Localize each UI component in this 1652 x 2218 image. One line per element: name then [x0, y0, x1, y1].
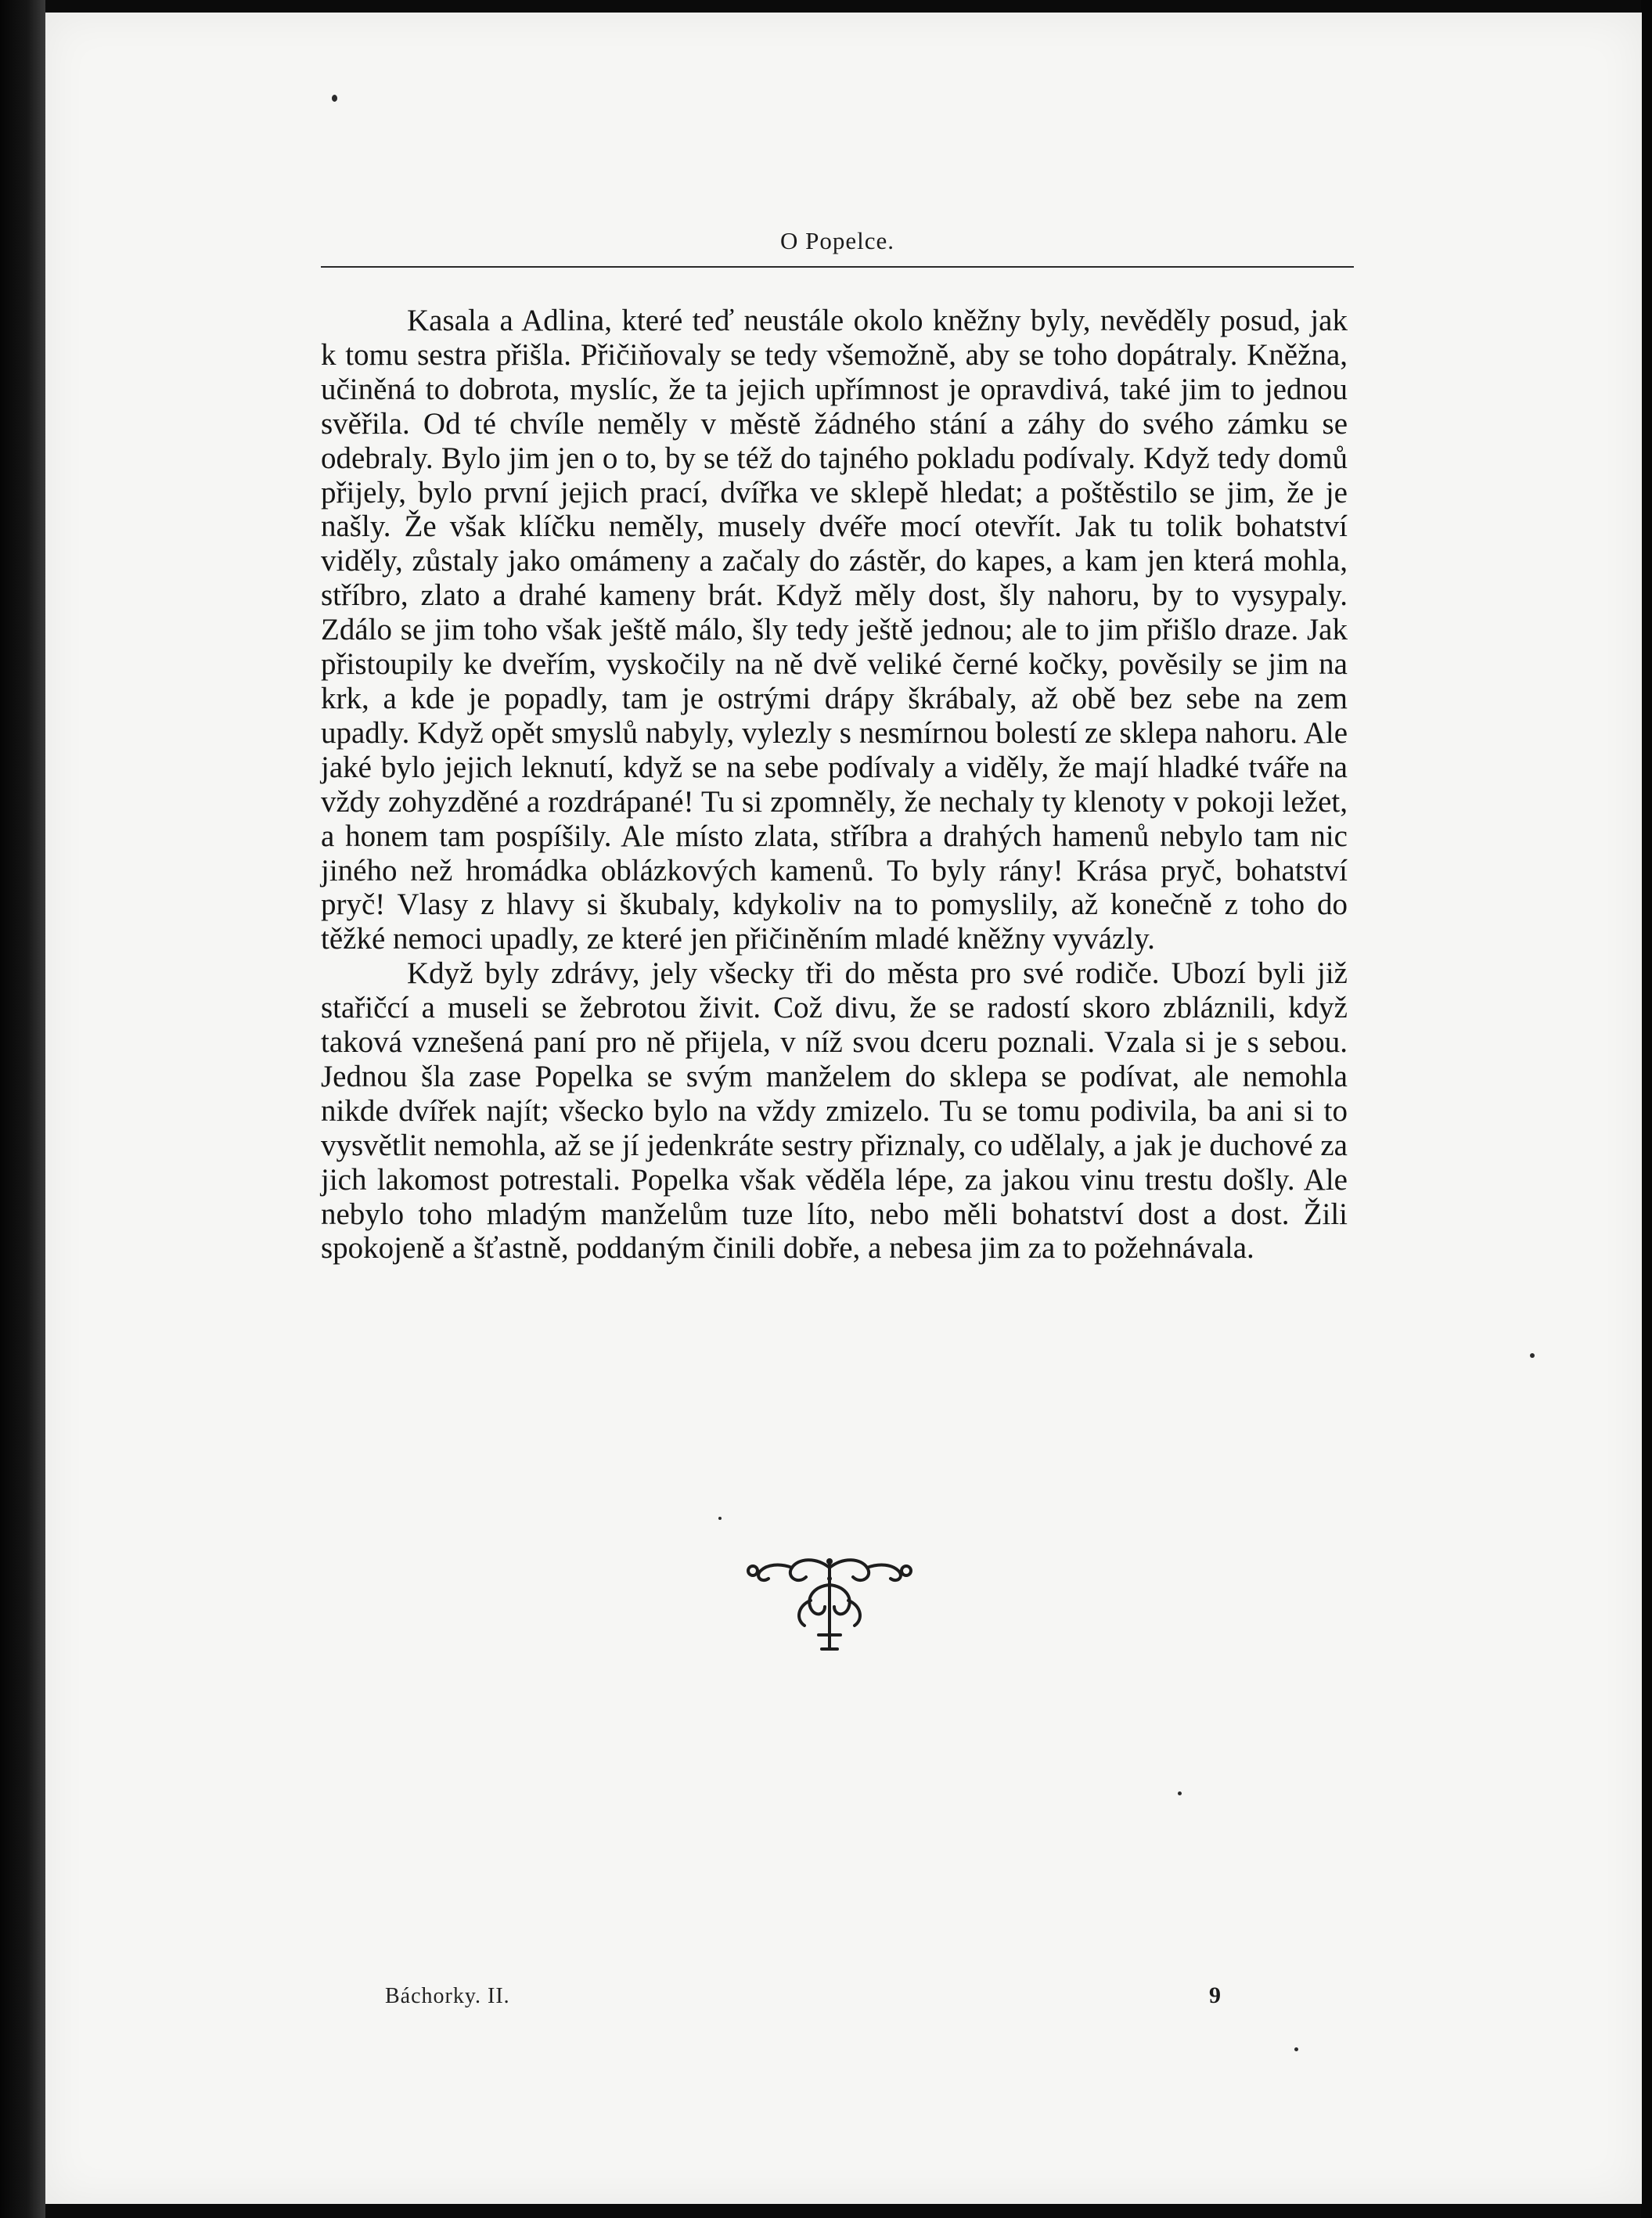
running-head: O Popelce. — [779, 227, 895, 254]
book-spine-shadow — [0, 0, 45, 2218]
page-number: 9 — [1209, 1982, 1221, 2008]
fleuron-ornament-icon — [743, 1554, 916, 1655]
paragraph: Kasala a Adlina, které teď neustále okolo kněžny byly, nevěděly posud, jak k tomu sestra přišla. Přičiňovaly se tedy všemožně, aby se toho dopátraly. Kněžna, učiněná to dobrota, myslíc, že ta jejich upřímnost je opravdivá, také jim to jednou svěřila. Od té chvíle neměly v městě žádného stání a záhy do svého zámku se odebraly. Bylo jim jen o to, by se též do tajného pokladu podívaly. Když tedy domů přijely, bylo první jejich prací, dvířka ve sklepě hledat; a poštěstilo se jim, že je našly. Že však klíčku neměly, musely dvéře mocí otevřít. Jak tu tolik bohatství viděly, zůstaly jako omámeny a začaly do zástěr, do kapes, a kam jen která mohla, stříbro, zlato a drahé kameny brát. Když měly dost, šly nahoru, by to vysypaly. Zdálo se jim toho však ještě málo, šly tedy ještě jednou; ale to jim přišlo draze. Jak přistoupily ke dveřím, vyskočily na ně dvě veliké černé kočky, pověsily se jim na krk, a kde je popadly, tam je ostrými drápy škrábaly, až obě bez sebe na zem upadly. Když opět smyslů nabyly, vylezly s nesmírnou bolestí ze sklepa nahoru. Ale jaké bylo jejich leknutí, když se na sebe podívaly a viděly, že mají hladké tváře na vždy zohyzděné a rozdrápané! Tu si zpomněly, že nechaly ty klenoty v pokoji ležet, a honem tam pospíšily. Ale místo zlata, stříbra a drahých hamenů nebylo tam nic jiného než hromádka oblázkových kamenů. To byly rány! Krása pryč, bohatství pryč! Vlasy z hlavy si škubaly, kdykoliv na to pomyslily, až konečně z toho do těžké nemoci upadly, ze které jen přičiněním mladé kněžny vyvázly. — [321, 304, 1348, 956]
header-rule — [321, 266, 1354, 268]
scan-border — [1641, 0, 1652, 2218]
ink-speck — [718, 1517, 722, 1520]
ink-speck — [332, 95, 337, 102]
printer-signature: Báchorky. II. — [385, 1984, 510, 2008]
body-text — [321, 304, 1348, 1266]
paragraph: Když byly zdrávy, jely všecky tři do města pro své rodiče. Ubozí byli již stařičcí a museli se žebrotou živit. Což divu, že se radostí skoro zbláznili, když taková vznešená paní pro ně přijela, v níž svou dceru poznali. Vzala si je s sebou. Jednou šla zase Popelka se svým manželem do sklepa se podívat, ale nemohla nikde dvířek najít; všecko bylo na vždy zmizelo. Tu se tomu podivila, ba ani si to vysvětlit nemohla, až se jí jedenkráte sestry přiznaly, co udělaly, a jak je duchové za jich lakomost potrestali. Popelka však věděla lépe, za jakou vinu trestu došly. Ale nebylo toho mladým manželům tuze líto, nebo měli bohatství dost a dost. Žili spokojeně a šťastně, poddaným činili dobře, a nebesa jim za to požehnávala. — [321, 956, 1348, 1266]
ink-speck — [1178, 1791, 1182, 1795]
ink-speck — [1530, 1353, 1535, 1358]
ink-speck — [1294, 2047, 1298, 2051]
